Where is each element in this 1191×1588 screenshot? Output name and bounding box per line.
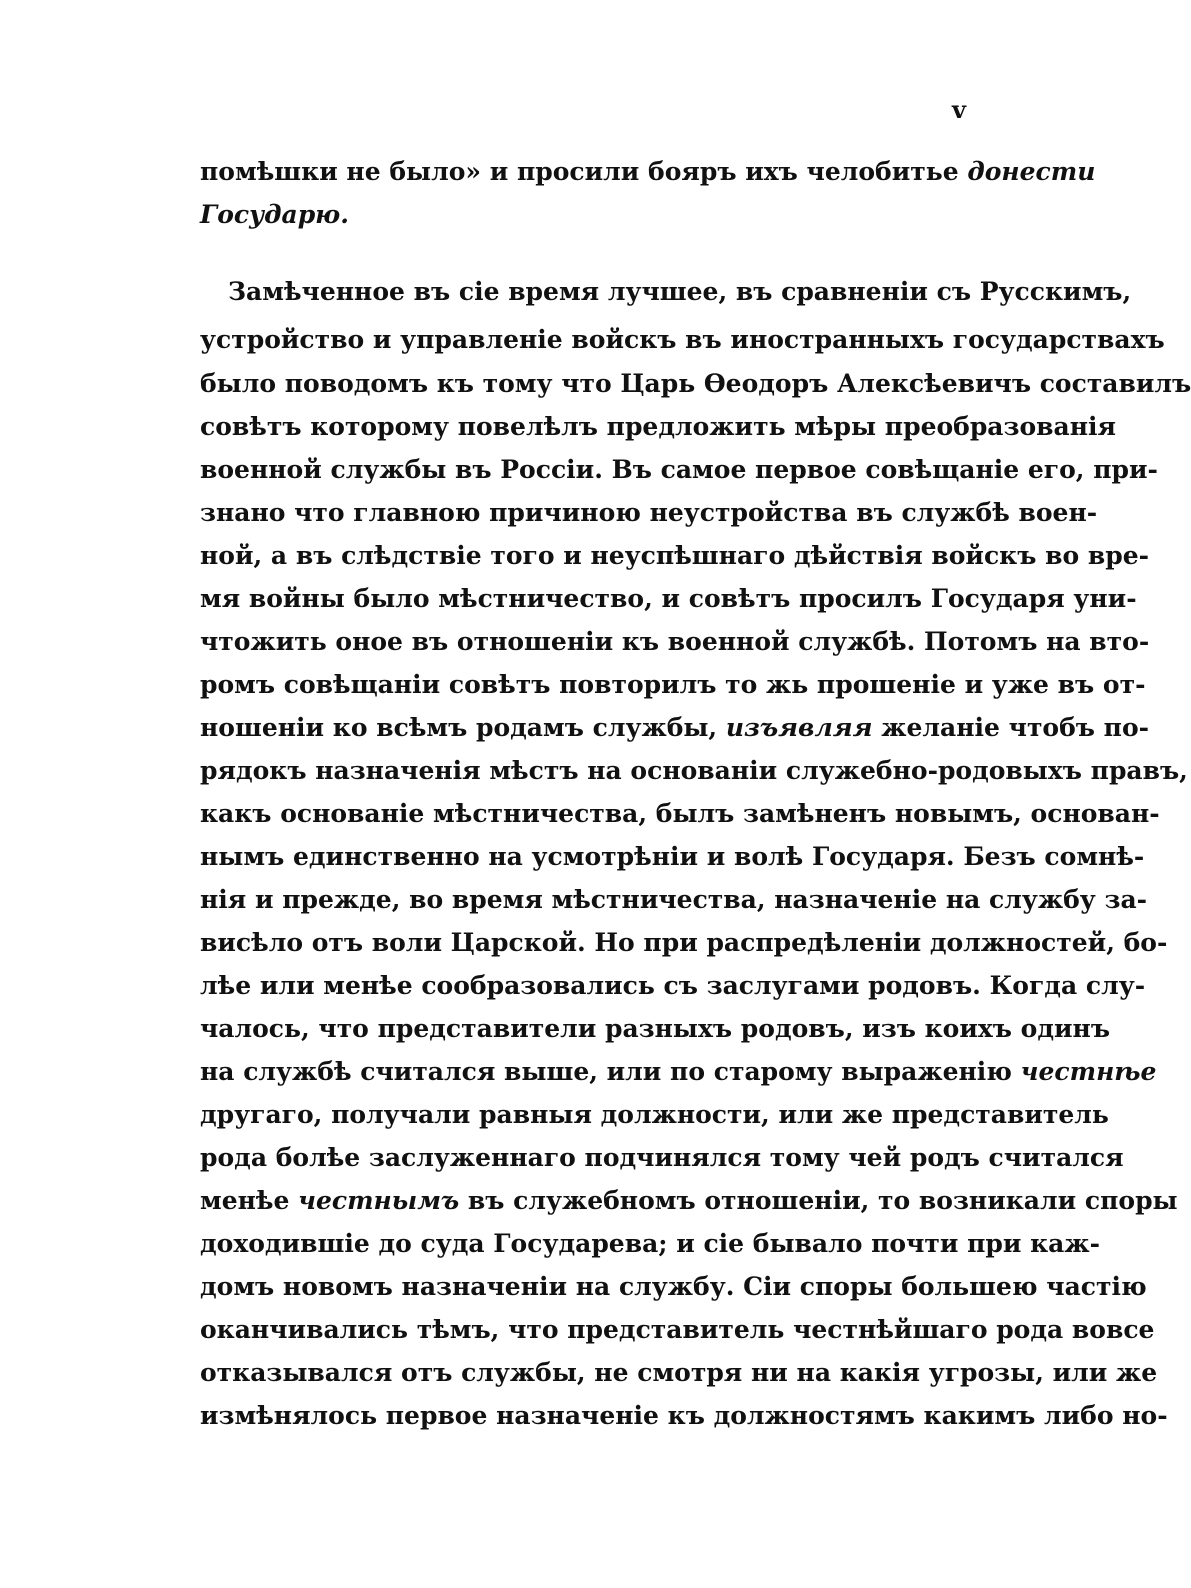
text-line <box>200 921 1168 965</box>
text-segment: знано что главною причиною неустройства въ службѣ воен- <box>200 498 1098 527</box>
text-line <box>200 491 1098 535</box>
text-segment: рядокъ назначенія мѣстъ на основаніи служебно-родовыхъ правъ, <box>200 756 1188 785</box>
text-line <box>200 318 1165 362</box>
text-segment: было поводомъ къ тому что Царь Ѳеодоръ Алексѣевичъ составилъ <box>200 369 1191 398</box>
text-segment: отказывался отъ службы, не смотря ни на какія угрозы, или же <box>200 1358 1158 1387</box>
text-segment: совѣтъ которому повелѣлъ предложить мѣры преобразованія <box>200 412 1116 441</box>
text-line <box>200 150 1096 194</box>
text-segment: лѣе или менѣе сообразовались съ заслугами родовъ. Когда слу- <box>200 971 1146 1000</box>
text-segment: желаніе чтобъ по- <box>872 713 1150 742</box>
text-segment: какъ основаніе мѣстничества, былъ замѣненъ новымъ, основан- <box>200 799 1160 828</box>
text-line <box>200 835 1145 879</box>
text-line <box>200 193 974 237</box>
italic-text: донести <box>967 157 1096 186</box>
text-line <box>200 1222 1100 1266</box>
text-line <box>200 1050 1157 1094</box>
text-line <box>200 405 1116 449</box>
text-line <box>200 620 1150 664</box>
text-segment: ромъ совѣщаніи совѣтъ повторилъ то жь прошеніе и уже въ от- <box>200 670 1146 699</box>
text-line <box>200 1265 1147 1309</box>
text-line <box>200 362 1191 406</box>
text-segment: нымъ единственно на усмотрѣніи и волѣ Государя. Безъ сомнѣ- <box>200 842 1145 871</box>
italic-text: честнымъ <box>298 1186 460 1215</box>
page-number: v <box>952 95 966 124</box>
text-segment: устройство и управленіе войскъ въ иностранныхъ государствахъ <box>200 325 1165 354</box>
text-line <box>200 964 1146 1008</box>
text-line <box>200 663 1146 707</box>
text-line <box>228 270 1132 314</box>
text-line <box>200 534 1149 578</box>
text-segment: другаго, получали равныя должности, или же представитель <box>200 1100 1109 1129</box>
text-segment: чтожить оное въ отношеніи къ военной службѣ. Потомъ на вто- <box>200 627 1150 656</box>
text-line <box>200 792 1160 836</box>
text-line <box>200 577 1137 621</box>
text-segment: рода болѣе заслуженнаго подчинялся тому чей родъ считался <box>200 1143 1124 1172</box>
text-line <box>200 706 1150 750</box>
text-segment: оканчивались тѣмъ, что представитель честнѣйшаго рода вовсе <box>200 1315 1155 1344</box>
text-segment: менѣе <box>200 1186 299 1215</box>
text-segment: въ служебномъ отношеніи, то возникали споры <box>459 1186 1178 1215</box>
italic-text: честнѣе <box>1020 1057 1157 1086</box>
text-line <box>200 749 1188 793</box>
text-segment: ной, а въ слѣдствіе того и неуспѣшнаго дѣйствія войскъ во вре- <box>200 541 1149 570</box>
text-line <box>200 1093 1109 1137</box>
text-line <box>200 1007 1111 1051</box>
text-line <box>200 1351 1158 1395</box>
text-line <box>200 1308 1155 1352</box>
text-segment: измѣнялось первое назначеніе къ должностямъ какимъ либо но- <box>200 1401 1168 1430</box>
text-line <box>200 878 1148 922</box>
text-segment: доходившіе до суда Государева; и сіе бывало почти при каж- <box>200 1229 1100 1258</box>
text-segment: военной службы въ Россіи. Въ самое первое совѣщаніе его, при- <box>200 455 1158 484</box>
text-line <box>200 1394 1168 1438</box>
text-segment: помѣшки не было» и просили бояръ ихъ челобитье <box>200 157 968 186</box>
italic-text: изъявляя <box>725 713 873 742</box>
text-segment: на службѣ считался выше, или по старому выраженію <box>200 1057 1021 1086</box>
text-segment: нія и прежде, во время мѣстничества, назначеніе на службу за- <box>200 885 1148 914</box>
text-segment: чалось, что представители разныхъ родовъ, изъ коихъ одинъ <box>200 1014 1111 1043</box>
text-line <box>200 1179 1178 1223</box>
text-segment: ношеніи ко всѣмъ родамъ службы, <box>200 713 726 742</box>
italic-text: Государю. <box>200 200 349 229</box>
text-line <box>200 448 1158 492</box>
text-segment: висѣло отъ воли Царской. Но при распредѣленіи должностей, бо- <box>200 928 1168 957</box>
text-segment: домъ новомъ назначеніи на службу. Сіи споры большею частію <box>200 1272 1147 1301</box>
text-segment: мя войны было мѣстничество, и совѣтъ просилъ Государя уни- <box>200 584 1137 613</box>
text-segment: Замѣченное въ сіе время лучшее, въ сравненіи съ Русскимъ, <box>228 277 1132 306</box>
text-line <box>200 1136 1124 1180</box>
